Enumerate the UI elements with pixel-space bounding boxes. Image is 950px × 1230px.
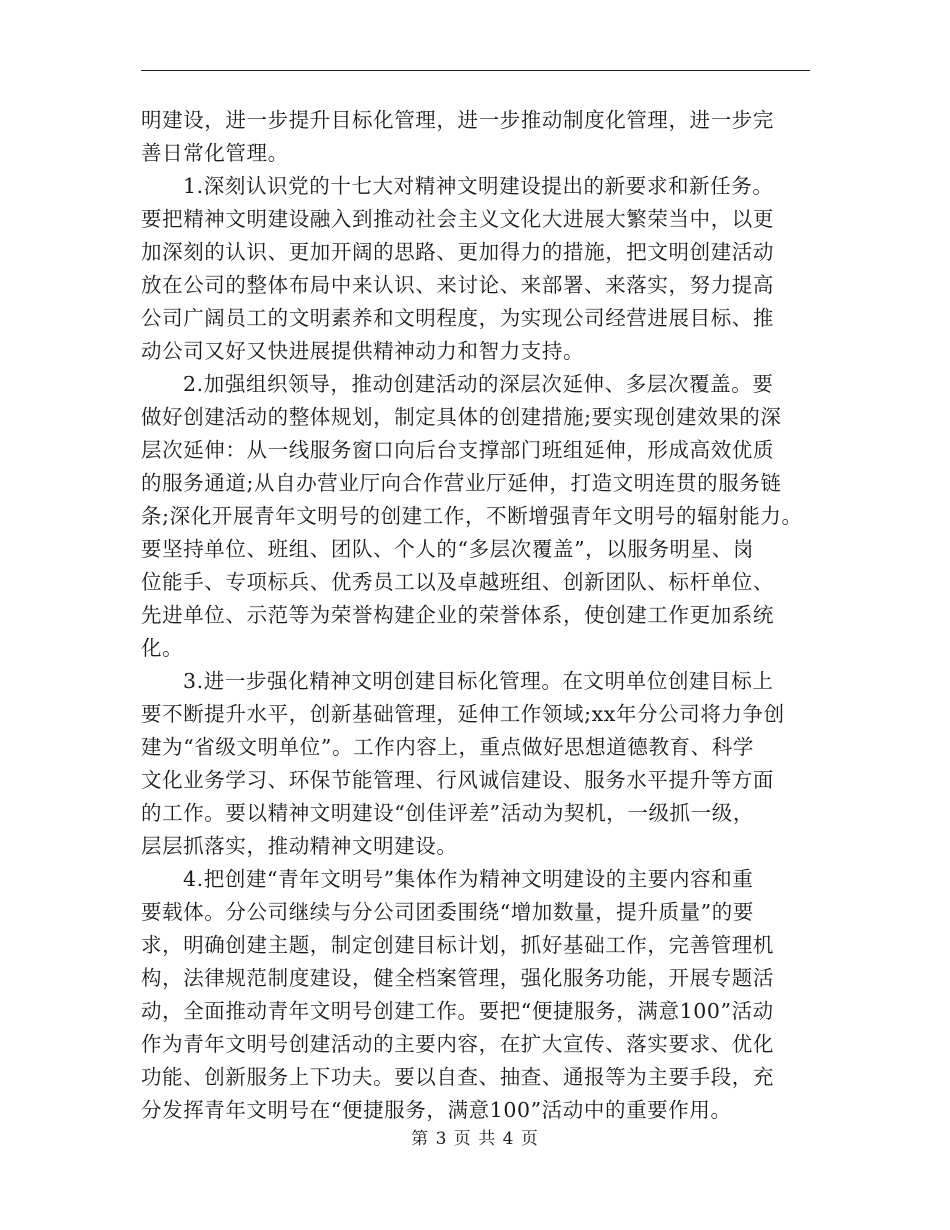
page-footer: 第 3 页 共 4 页	[411, 1129, 539, 1149]
text-line: 位能手、专项标兵、优秀员工以及卓越班组、创新团队、标杆单位、	[141, 570, 774, 594]
text-line: 要坚持单位、班组、团队、个人的“多层次覆盖”，以服务明星、岗	[141, 537, 754, 561]
text-line: 要把精神文明建设融入到推动社会主义文化大进展大繁荣当中，以更	[141, 207, 774, 231]
text-line: 先进单位、示范等为荣誉构建企业的荣誉体系，使创建工作更加系统	[141, 603, 774, 627]
text-line: 的服务通道;从自办营业厅向合作营业厅延伸，打造文明连贯的服务链	[141, 471, 782, 495]
text-line: 层层抓落实，推动精神文明建设。	[141, 834, 458, 858]
text-line: 的工作。要以精神文明建设“创佳评差”活动为契机，一级抓一级，	[141, 801, 754, 825]
text-line: 求，明确创建主题，制定创建目标计划，抓好基础工作，完善管理机	[141, 933, 774, 957]
text-line: 动，全面推动青年文明号创建工作。要把“便捷服务，满意100”活动	[141, 999, 774, 1023]
text-line: 动公司又好又快进展提供精神动力和智力支持。	[141, 339, 585, 363]
text-line: 做好创建活动的整体规划，制定具体的创建措施;要实现创建效果的深	[141, 405, 782, 429]
text-line: 明建设，进一步提升目标化管理，进一步推动制度化管理，进一步完	[141, 108, 774, 132]
text-line: 放在公司的整体布局中来认识、来讨论、来部署、来落实，努力提高	[141, 273, 774, 297]
text-line: 功能、创新服务上下功夫。要以自查、抽查、通报等为主要手段，充	[141, 1065, 774, 1089]
text-line: 分发挥青年文明号在“便捷服务，满意100”活动中的重要作用。	[141, 1098, 732, 1122]
header-rule	[141, 70, 810, 71]
text-line: 建为“省级文明单位”。工作内容上，重点做好思想道德教育、科学	[141, 735, 754, 759]
paragraph-3-start: 3.进一步强化精神文明创建目标化管理。在文明单位创建目标上	[183, 669, 774, 693]
paragraph-1-start: 1.深刻认识党的十七大对精神文明建设提出的新要求和新任务。	[183, 174, 774, 198]
document-body	[141, 104, 810, 1127]
text-line: 构，法律规范制度建设，健全档案管理，强化服务功能，开展专题活	[141, 966, 774, 990]
text-line: 文化业务学习、环保节能管理、行风诚信建设、服务水平提升等方面	[141, 768, 774, 792]
paragraph-2-start: 2.加强组织领导，推动创建活动的深层次延伸、多层次覆盖。要	[183, 372, 774, 396]
text-line: 要不断提升水平，创新基础管理，延伸工作领域;xx年分公司将力争创	[141, 702, 785, 726]
text-line: 善日常化管理。	[141, 141, 289, 165]
text-line: 加深刻的认识、更加开阔的思路、更加得力的措施，把文明创建活动	[141, 240, 774, 264]
text-line: 层次延伸：从一线服务窗口向后台支撑部门班组延伸，形成高效优质	[141, 438, 774, 462]
text-line: 条;深化开展青年文明号的创建工作，不断增强青年文明号的辐射能力。	[141, 504, 803, 528]
text-line: 作为青年文明号创建活动的主要内容，在扩大宣传、落实要求、优化	[141, 1032, 774, 1056]
text-line: 化。	[141, 636, 184, 660]
text-line: 公司广阔员工的文明素养和文明程度，为实现公司经营进展目标、推	[141, 306, 774, 330]
paragraph-4-start: 4.把创建“青年文明号”集体作为精神文明建设的主要内容和重	[183, 867, 754, 891]
text-line: 要载体。分公司继续与分公司团委围绕“增加数量，提升质量”的要	[141, 900, 754, 924]
